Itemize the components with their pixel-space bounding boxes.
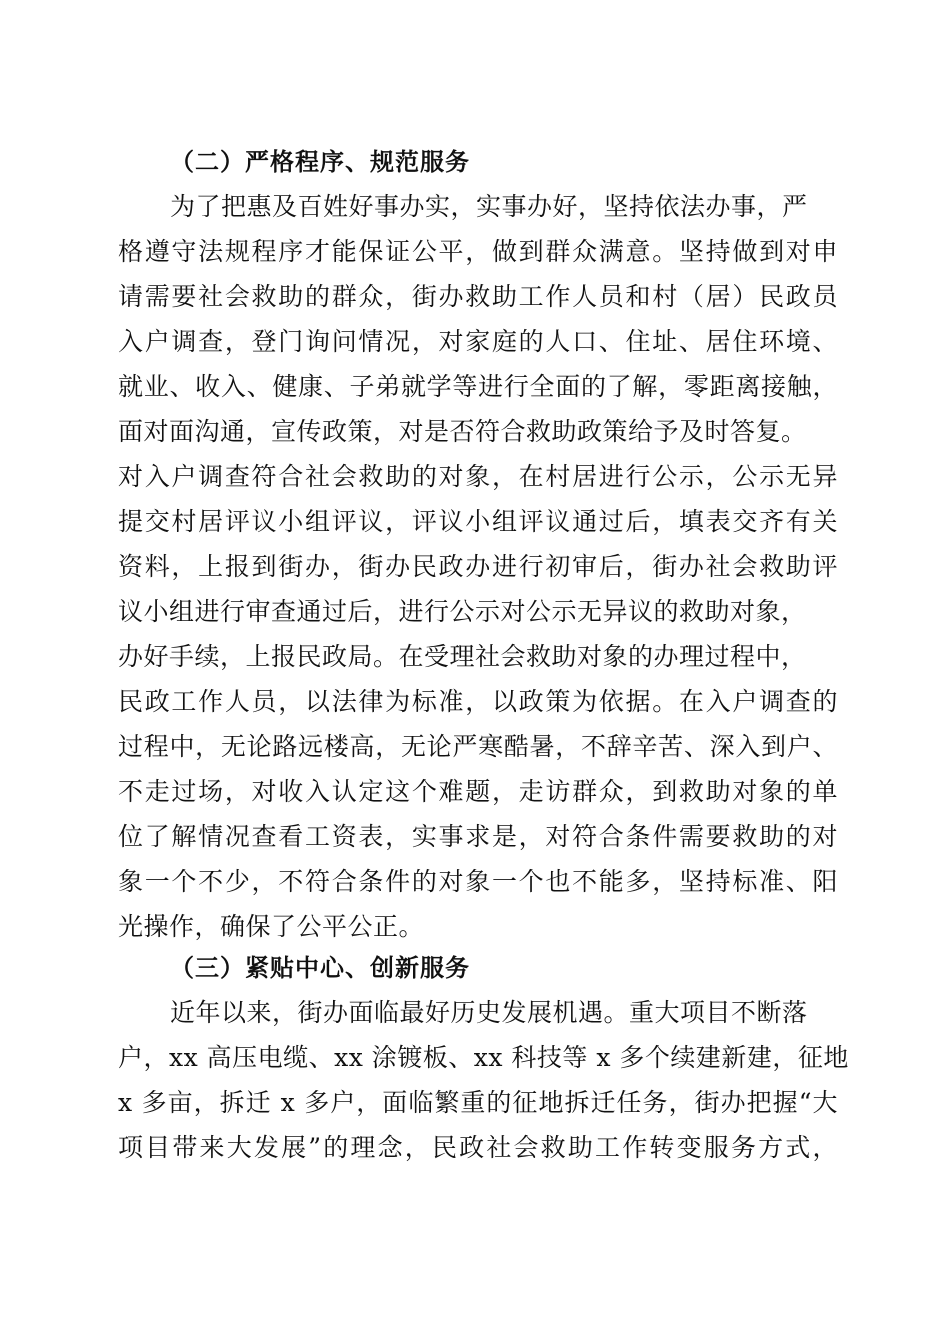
paragraph-line: 面对面沟通，宣传政策，对是否符合救助政策给予及时答复。 [118, 417, 807, 446]
section-heading-3: （三）紧贴中心、创新服务 [170, 954, 470, 982]
paragraph-line: 为了把惠及百姓好事办实，实事办好，坚持依法办事，严 [170, 192, 808, 221]
paragraph-line: 位了解情况查看工资表，实事求是，对符合条件需要救助的对 [118, 822, 838, 851]
paragraph-line: x 多亩，拆迁 x 多户，面临繁重的征地拆迁任务，街办把握“大 [118, 1088, 838, 1117]
section-heading-2: （二）严格程序、规范服务 [170, 148, 470, 176]
paragraph-line: 提交村居评议小组评议，评议小组评议通过后，填表交齐有关 [118, 507, 838, 536]
paragraph-line: 请需要社会救助的群众，街办救助工作人员和村（居）民政员 [118, 282, 838, 311]
paragraph-line: 过程中，无论路远楼高，无论严寒酷暑，不辞辛苦、深入到户、 [118, 732, 838, 761]
paragraph-line: 办好手续，上报民政局。在受理社会救助对象的办理过程中， [118, 642, 807, 671]
paragraph-line: 议小组进行审查通过后，进行公示对公示无异议的救助对象， [118, 597, 807, 626]
paragraph-line: 就业、收入、健康、子弟就学等进行全面的了解，零距离接触， [118, 372, 838, 401]
paragraph-line: 入户调查，登门询问情况，对家庭的人口、住址、居住环境、 [118, 327, 838, 356]
paragraph-line: 象一个不少，不符合条件的对象一个也不能多，坚持标准、阳 [118, 867, 838, 896]
paragraph-line: 光操作，确保了公平公正。 [118, 912, 425, 941]
paragraph-line: 民政工作人员，以法律为标准，以政策为依据。在入户调查的 [118, 687, 838, 716]
paragraph-line: 格遵守法规程序才能保证公平，做到群众满意。坚持做到对申 [118, 237, 838, 266]
paragraph-line: 对入户调查符合社会救助的对象，在村居进行公示，公示无异 [118, 462, 838, 491]
paragraph-line: 项目带来大发展”的理念，民政社会救助工作转变服务方式， [118, 1133, 838, 1162]
paragraph-line: 近年以来，街办面临最好历史发展机遇。重大项目不断落 [170, 998, 808, 1027]
paragraph-line: 不走过场，对收入认定这个难题，走访群众，到救助对象的单 [118, 777, 838, 806]
paragraph-line: 户，xx 高压电缆、xx 涂镀板、xx 科技等 x 多个续建新建，征地 [118, 1043, 849, 1072]
paragraph-line: 资料，上报到街办，街办民政办进行初审后，街办社会救助评 [118, 552, 838, 581]
